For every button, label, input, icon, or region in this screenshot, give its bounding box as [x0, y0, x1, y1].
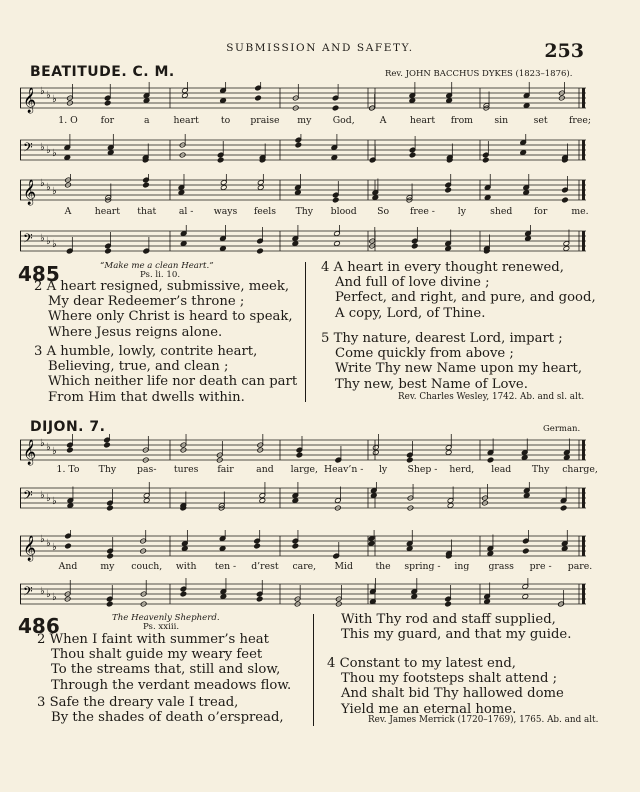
lyric-syllable: A: [64, 206, 72, 217]
stanza-line: Thy new, best Name of Love.: [335, 376, 528, 392]
stanza-line: And full of love divine ;: [335, 275, 490, 291]
note-head: [257, 248, 264, 254]
stanza-line: Which neither life nor death can part: [48, 374, 298, 390]
lyric-syllable: set: [533, 115, 548, 126]
music-staff-treble-1: [20, 82, 586, 114]
lyric-syllable: my: [100, 561, 115, 572]
flat-icon: ♭: [46, 236, 51, 247]
note-head: [220, 594, 227, 600]
flat-icon: ♭: [46, 589, 51, 600]
tune-name-beatitude: BEATITUDE. C. M.: [30, 64, 175, 80]
flat-icon: ♭: [46, 90, 51, 101]
flat-icon: ♭: [52, 592, 57, 603]
stanza-line: Where only Christ is heard to speak,: [48, 309, 293, 325]
lyric-syllable: care,: [292, 561, 317, 572]
lyric-syllable: ing: [454, 561, 470, 572]
lyric-syllable: and: [256, 464, 274, 475]
final-barline: [582, 584, 585, 604]
note-head: [107, 150, 114, 156]
flat-icon: ♭: [40, 233, 45, 244]
stanza-line: Believing, true, and clean ;: [48, 359, 229, 375]
note-head: [446, 98, 453, 104]
lyric-syllable: ly: [457, 206, 466, 217]
note-head: [107, 553, 114, 559]
lyric-line-beatitude-1: [20, 115, 592, 129]
lyric-syllable: tures: [173, 464, 199, 475]
note-head: [445, 246, 452, 252]
lyric-syllable: And: [58, 561, 78, 572]
note-head: [180, 241, 187, 247]
note-head: [143, 98, 150, 104]
hymn-486-stanza-4: [327, 656, 564, 717]
lyric-syllable: the: [375, 561, 391, 572]
note-head: [370, 493, 377, 499]
lyric-syllable: from: [450, 115, 473, 126]
stanza-line: Write Thy new Name upon my heart,: [335, 361, 583, 377]
composer-dijon: German.: [543, 424, 581, 434]
lyric-syllable: Heav’n -: [323, 464, 364, 475]
hymn-486-stanza-3-continued: [327, 612, 571, 642]
note-head: [67, 503, 74, 509]
hymn-485-credit: Rev. Charles Wesley, 1742. Ab. and sl. alt.: [398, 392, 585, 402]
note-head: [220, 98, 227, 104]
note-head: [445, 450, 452, 456]
note-head: [372, 195, 379, 201]
note-head: [64, 155, 71, 161]
lyric-syllable: grass: [488, 561, 514, 572]
lyric-syllable: with: [175, 561, 197, 572]
flat-icon: ♭: [40, 490, 45, 501]
note-head: [522, 548, 529, 554]
lyric-syllable: ly: [378, 464, 388, 475]
note-head: [296, 452, 303, 458]
note-head: [257, 185, 264, 191]
lyric-syllable: pare.: [567, 561, 593, 572]
note-head: [104, 100, 111, 106]
lyric-syllable: Thy: [98, 464, 117, 475]
lyric-syllable: So: [377, 206, 390, 217]
stanza-line: 5 Thy nature, dearest Lord, impart ;: [321, 331, 563, 346]
lyric-syllable: ways: [213, 206, 238, 217]
lyric-syllable: feels: [253, 206, 277, 217]
note-head: [332, 105, 339, 111]
stanza-line: Come quickly from above ;: [335, 346, 514, 362]
lyric-syllable: lead: [491, 464, 512, 475]
lyric-syllable: praise: [250, 115, 280, 126]
stanza-line: 3 A humble, lowly, contrite heart,: [34, 344, 258, 359]
hymn-485-stanza-4: [321, 260, 596, 321]
music-staff-bass-1: [20, 134, 586, 166]
note-head: [521, 455, 528, 461]
lyric-syllable: pas-: [137, 464, 157, 475]
final-barline: [582, 536, 585, 556]
note-head: [255, 95, 262, 101]
stanza-line: Thou shalt guide my weary feet: [51, 647, 263, 663]
final-barline: [582, 488, 585, 508]
lyric-syllable: me.: [571, 206, 589, 217]
bass-clef-icon: 𝄢: [23, 584, 33, 602]
note-head: [563, 246, 570, 252]
note-head: [295, 190, 302, 196]
note-head: [561, 546, 568, 552]
note-head: [406, 546, 413, 552]
final-barline: [582, 140, 585, 160]
stanza-line: Thou my footsteps shalt attend ;: [341, 671, 558, 687]
lyric-syllable: charge,: [562, 464, 598, 475]
note-head: [178, 190, 185, 196]
running-head: SUBMISSION AND SAFETY.: [226, 42, 414, 54]
note-head: [484, 599, 491, 605]
stanza-line: 4 A heart in every thought renewed,: [321, 260, 564, 275]
treble-clef-icon: 𝄞: [23, 88, 37, 113]
flat-icon: ♭: [40, 438, 45, 449]
lyric-syllable: free;: [568, 115, 592, 126]
lyric-line-dijon-2: [20, 561, 593, 575]
music-staff-bass-4: [20, 578, 586, 610]
note-head: [563, 455, 570, 461]
note-head: [332, 197, 339, 203]
lyric-syllable: my: [297, 115, 312, 126]
lyric-syllable: free -: [409, 206, 435, 217]
lyric-syllable: for: [100, 115, 115, 126]
hymn-number-486: 486: [18, 614, 60, 638]
note-head: [220, 246, 227, 252]
flat-icon: ♭: [40, 86, 45, 97]
stanza-line: A copy, Lord, of Thine.: [335, 305, 486, 321]
note-head: [143, 498, 150, 504]
flat-icon: ♭: [52, 94, 57, 105]
note-head: [182, 93, 189, 99]
hymn-485-stanza-2: [34, 279, 293, 340]
note-head: [409, 152, 416, 158]
hymn-number-485: 485: [18, 262, 60, 286]
note-head: [65, 543, 72, 549]
stanza-line: 2 A heart resigned, submissive, meek,: [34, 279, 290, 294]
note-head: [411, 243, 418, 249]
music-staff-bass-2: [20, 225, 586, 257]
lyric-syllable: Shep -: [407, 464, 438, 475]
final-barline: [582, 440, 585, 460]
stanza-line: This my guard, and that my guide.: [341, 627, 572, 643]
bass-clef-icon: 𝄢: [23, 488, 33, 506]
note-head: [406, 457, 413, 463]
lyric-syllable: al -: [178, 206, 194, 217]
note-head: [292, 241, 299, 247]
note-head: [523, 190, 530, 196]
note-head: [373, 450, 380, 456]
flat-icon: ♭: [52, 186, 57, 197]
flat-icon: ♭: [46, 442, 51, 453]
flat-icon: ♭: [46, 182, 51, 193]
flat-icon: ♭: [40, 586, 45, 597]
music-staff-treble-3: [20, 434, 586, 466]
stanza-line: 3 Safe the dreary vale I tread,: [37, 695, 239, 710]
flat-icon: ♭: [40, 534, 45, 545]
note-head: [445, 601, 452, 607]
lyric-line-beatitude-2: [20, 206, 589, 220]
note-head: [220, 185, 227, 191]
stanza-line: 4 Constant to my latest end,: [327, 656, 516, 671]
note-head: [523, 493, 530, 499]
lyric-syllable: d’rest: [251, 561, 279, 572]
note-head: [482, 157, 489, 163]
note-head: [219, 546, 226, 552]
note-head: [447, 503, 454, 509]
note-head: [181, 546, 188, 552]
lyric-syllable: a: [143, 115, 150, 126]
flat-icon: ♭: [40, 178, 45, 189]
note-head: [259, 498, 266, 504]
lyric-syllable: to: [220, 115, 231, 126]
note-head: [409, 98, 416, 104]
lyric-syllable: heart: [173, 115, 199, 126]
flat-icon: ♭: [52, 148, 57, 159]
lyric-line-dijon-1: [20, 464, 598, 478]
hymn-486-ref: Ps. xxiii.: [143, 622, 180, 632]
composer-beatitude: Rev. JOHN BACCHUS DYKES (1823–1876).: [385, 69, 573, 79]
lyric-syllable: pre -: [529, 561, 552, 572]
lyric-syllable: shed: [490, 206, 513, 217]
note-head: [104, 442, 111, 448]
lyric-syllable: A: [379, 115, 387, 126]
lyric-syllable: that: [137, 206, 157, 217]
hymn-485-motto: “Make me a clean Heart.”: [100, 261, 214, 271]
lyric-syllable: fair: [217, 464, 234, 475]
treble-clef-icon: 𝄞: [23, 440, 37, 465]
lyric-syllable: heart: [409, 115, 436, 126]
lyric-syllable: sin: [494, 115, 509, 126]
note-head: [411, 594, 418, 600]
hymn-485-stanza-5: [321, 331, 582, 392]
hymn-486-motto: The Heavenly Shepherd.: [112, 613, 220, 623]
hymn-485-ref: Ps. li. 10.: [140, 270, 181, 280]
note-head: [487, 457, 494, 463]
note-head: [254, 543, 261, 549]
note-head: [522, 594, 529, 600]
note-head: [487, 551, 494, 557]
note-head: [217, 157, 224, 163]
lyric-syllable: Thy: [531, 464, 550, 475]
note-head: [520, 150, 527, 156]
stanza-line: My dear Redeemer’s throne ;: [48, 294, 245, 310]
stanza-line: And shalt bid Thy hallowed dome: [341, 686, 564, 702]
column-divider: [305, 262, 306, 402]
note-head: [292, 498, 299, 504]
flat-icon: ♭: [52, 496, 57, 507]
lyric-syllable: large,: [290, 464, 318, 475]
note-head: [106, 601, 113, 607]
stanza-line: Yield me an eternal home.: [341, 701, 517, 717]
music-staff-treble-4: [20, 530, 586, 562]
note-head: [105, 248, 112, 254]
note-head: [484, 195, 491, 201]
column-divider: [313, 614, 314, 726]
note-head: [523, 103, 530, 109]
note-head: [295, 142, 302, 148]
lyric-syllable: herd,: [449, 464, 475, 475]
flat-icon: ♭: [46, 493, 51, 504]
note-head: [525, 236, 532, 242]
note-head: [107, 505, 114, 511]
final-barline: [582, 180, 585, 200]
note-head: [334, 241, 341, 247]
flat-icon: ♭: [40, 142, 45, 153]
stanza-line: Through the verdant meadows flow.: [51, 677, 292, 693]
note-head: [143, 182, 150, 188]
hymn-486-stanza-2: [37, 632, 291, 693]
music-staff-bass-3: [20, 482, 586, 514]
lyric-syllable: God,: [332, 115, 355, 126]
note-head: [67, 447, 74, 453]
hymn-486-credit: Rev. James Merrick (1720–1769), 1765. Ab. and alt.: [368, 715, 599, 725]
flat-icon: ♭: [52, 542, 57, 553]
bass-clef-icon: 𝄢: [23, 140, 33, 158]
flat-icon: ♭: [46, 145, 51, 156]
flat-icon: ♭: [46, 538, 51, 549]
note-head: [256, 596, 263, 602]
bass-clef-icon: 𝄢: [23, 231, 33, 249]
note-head: [180, 591, 187, 597]
lyric-syllable: for: [533, 206, 548, 217]
stanza-line: By the shades of death o’erspread,: [51, 710, 284, 726]
lyric-syllable: Mid: [334, 561, 353, 572]
hymn-486-stanza-3: [37, 695, 284, 725]
lyric-syllable: heart: [94, 206, 120, 217]
final-barline: [582, 231, 585, 251]
note-head: [292, 543, 299, 549]
flat-icon: ♭: [52, 446, 57, 457]
flat-icon: ♭: [52, 239, 57, 250]
treble-clef-icon: 𝄞: [23, 180, 37, 205]
lyric-syllable: 1. O: [58, 115, 78, 126]
stanza-line: From Him that dwells within.: [48, 389, 245, 405]
page-number: 253: [544, 40, 584, 62]
lyric-syllable: blood: [330, 206, 357, 217]
note-head: [560, 505, 567, 511]
stanza-line: 2 When I faint with summer’s heat: [37, 632, 269, 647]
tune-name-dijon: DIJON. 7.: [30, 419, 106, 435]
stanza-line: Perfect, and right, and pure, and good,: [335, 290, 596, 306]
note-head: [562, 197, 569, 203]
note-head: [368, 541, 375, 547]
hymn-485-stanza-3: [34, 344, 297, 405]
lyric-syllable: couch,: [131, 561, 163, 572]
stanza-line: With Thy rod and staff supplied,: [341, 612, 556, 627]
lyric-syllable: spring -: [404, 561, 441, 572]
stanza-line: Where Jesus reigns alone.: [48, 324, 223, 340]
music-staff-treble-2: [20, 174, 586, 206]
note-head: [445, 187, 452, 193]
final-barline: [582, 88, 585, 108]
treble-clef-icon: 𝄞: [23, 536, 37, 561]
lyric-syllable: 1. To: [56, 464, 80, 475]
lyric-syllable: Thy: [295, 206, 314, 217]
note-head: [331, 155, 338, 161]
stanza-line: To the streams that, still and slow,: [51, 662, 281, 678]
lyric-syllable: ten -: [214, 561, 237, 572]
